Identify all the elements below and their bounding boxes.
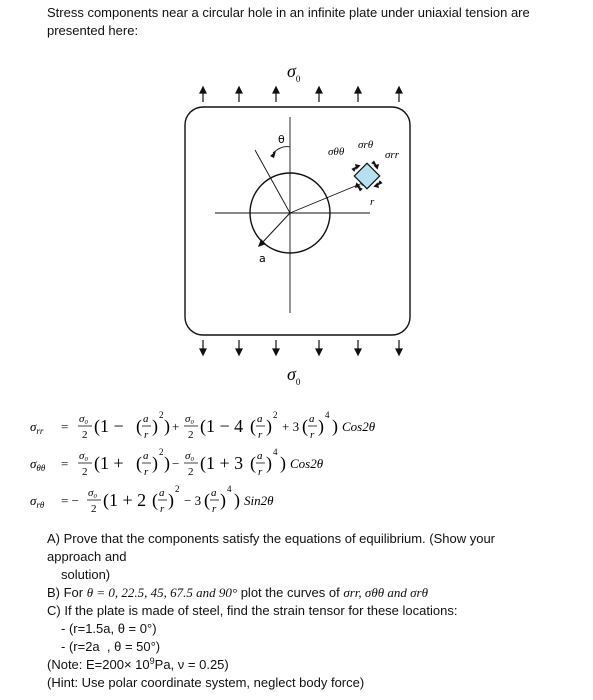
svg-text:4: 4 (325, 410, 330, 420)
svg-text:Cos2θ: Cos2θ (290, 456, 324, 471)
question-list (47, 530, 577, 692)
svg-text:4: 4 (227, 484, 232, 494)
sigma-top-label: $\sigma_0$ (287, 61, 301, 84)
svg-text:a: a (159, 487, 165, 499)
question-a-line-2: approach and (47, 549, 127, 564)
svg-text:(: ( (152, 490, 158, 510)
svg-text:a: a (257, 413, 263, 425)
svg-text:2: 2 (82, 466, 88, 478)
svg-text:2: 2 (273, 410, 278, 420)
svg-text:r: r (310, 429, 315, 441)
svg-text:(1 + 2: (1 + 2 (103, 490, 147, 510)
svg-text:): ) (318, 416, 324, 436)
svg-text:r: r (160, 503, 165, 515)
svg-text:− 3: − 3 (184, 493, 202, 508)
question-b: B) For θ = 0, 22.5, 45, 67.5 and 90° plot the curves of σrr, σθθ and σrθ (47, 585, 428, 600)
svg-text:2: 2 (175, 484, 180, 494)
svg-text:r: r (258, 466, 263, 478)
svg-text:): ) (168, 490, 174, 510)
svg-text:σθθ: $\sigma_{\theta\theta}$ (30, 456, 46, 473)
svg-text:(1 +: (1 + (94, 453, 124, 473)
svg-text:a: a (211, 487, 217, 499)
intro-text (47, 4, 577, 40)
question-a-line-3: solution) (61, 567, 111, 582)
svg-text:2: 2 (159, 410, 164, 420)
top-tension-arrows (200, 87, 402, 102)
svg-text:(: ( (204, 490, 210, 510)
svg-text:): ) (164, 416, 170, 436)
equation-sigma-rr (30, 407, 450, 447)
sigma-bottom-label: $\sigma_0$ (287, 364, 301, 387)
svg-text:): ) (266, 416, 272, 436)
svg-text:2: 2 (82, 429, 88, 441)
svg-text:): ) (164, 453, 170, 473)
svg-text:(: ( (136, 416, 142, 436)
svg-text:2: 2 (91, 503, 97, 515)
svg-text:(1 − 4: (1 − 4 (200, 416, 244, 436)
svg-text:): ) (332, 416, 338, 436)
svg-text:Sin2θ: Sin2θ (244, 493, 274, 508)
svg-text:(: ( (302, 416, 308, 436)
svg-text:= −: = − (61, 493, 79, 508)
svg-text:=: = (61, 419, 69, 434)
svg-text:r: r (258, 429, 263, 441)
plate-figure (170, 55, 440, 395)
svg-text:(: ( (250, 453, 256, 473)
svg-text:2: 2 (188, 429, 194, 441)
svg-text:σrr: $\sigma_{rr}$ (30, 419, 44, 436)
svg-text:): ) (280, 453, 286, 473)
svg-text:σ₀: σ₀ (185, 450, 195, 462)
svg-text:r: r (212, 503, 217, 515)
svg-text:): ) (152, 416, 158, 436)
svg-text:+ 3: + 3 (282, 419, 300, 434)
svg-text:(: ( (136, 453, 142, 473)
a-label: a (259, 252, 266, 265)
question-c-line-1: C) If the plate is made of steel, find the strain tensor for these locations: (47, 603, 458, 618)
note-line: (Note: $E=200\times 10^9Pa$, ν = 0.25) (47, 656, 229, 672)
hint-line: (Hint: Use polar coordinate system, neglect body force) (47, 675, 365, 690)
svg-text:2: 2 (159, 447, 164, 457)
question-c-location-2: - (r=2a , θ = 50°) (61, 639, 161, 654)
svg-text:+: + (172, 419, 180, 434)
plate-outline (185, 107, 410, 335)
question-a-line-1: A) Prove that the components satisfy the equations of equilibrium. (Show your (47, 531, 496, 546)
svg-text:a: a (257, 450, 263, 462)
question-c-location-1: - (r=1.5a, θ = 0°) (61, 621, 157, 636)
svg-text:σ₀: σ₀ (79, 450, 89, 462)
svg-text:r: r (144, 466, 149, 478)
svg-text:σ₀: σ₀ (88, 487, 98, 499)
svg-text:(: ( (250, 416, 256, 436)
equation-sigma-rtheta (30, 481, 450, 521)
stress-element (343, 152, 391, 200)
intro-line-1: Stress components near a circular hole in an infinite plate under uniaxial tension are (47, 5, 530, 20)
svg-text:): ) (220, 490, 226, 510)
svg-text:2: 2 (188, 466, 194, 478)
theta-label: θ (278, 133, 285, 146)
svg-text:Cos2θ: Cos2θ (342, 419, 376, 434)
svg-text:): ) (266, 453, 272, 473)
svg-text:σ₀: σ₀ (79, 413, 89, 425)
equation-sigma-thetatheta (30, 444, 450, 484)
svg-text:): ) (234, 490, 240, 510)
sigma-rtheta-label: σrθ (358, 139, 374, 151)
svg-text:σrθ: $\sigma_{r\theta}$ (30, 493, 45, 510)
sigma-thetatheta-label: σθθ (328, 146, 345, 158)
svg-text:σ₀: σ₀ (185, 413, 195, 425)
svg-text:r: r (144, 429, 149, 441)
svg-text:(1 + 3: (1 + 3 (200, 453, 244, 473)
svg-text:a: a (309, 413, 315, 425)
svg-text:4: 4 (273, 447, 278, 457)
intro-line-2: presented here: (47, 23, 139, 38)
svg-text:a: a (143, 450, 149, 462)
bottom-tension-arrows (200, 340, 402, 355)
svg-text:=: = (61, 456, 69, 471)
svg-text:): ) (152, 453, 158, 473)
svg-text:−: − (172, 456, 180, 471)
r-label: r (370, 196, 375, 208)
svg-text:(1 −: (1 − (94, 416, 124, 436)
svg-text:a: a (143, 413, 149, 425)
sigma-rr-label: σrr (385, 149, 399, 161)
